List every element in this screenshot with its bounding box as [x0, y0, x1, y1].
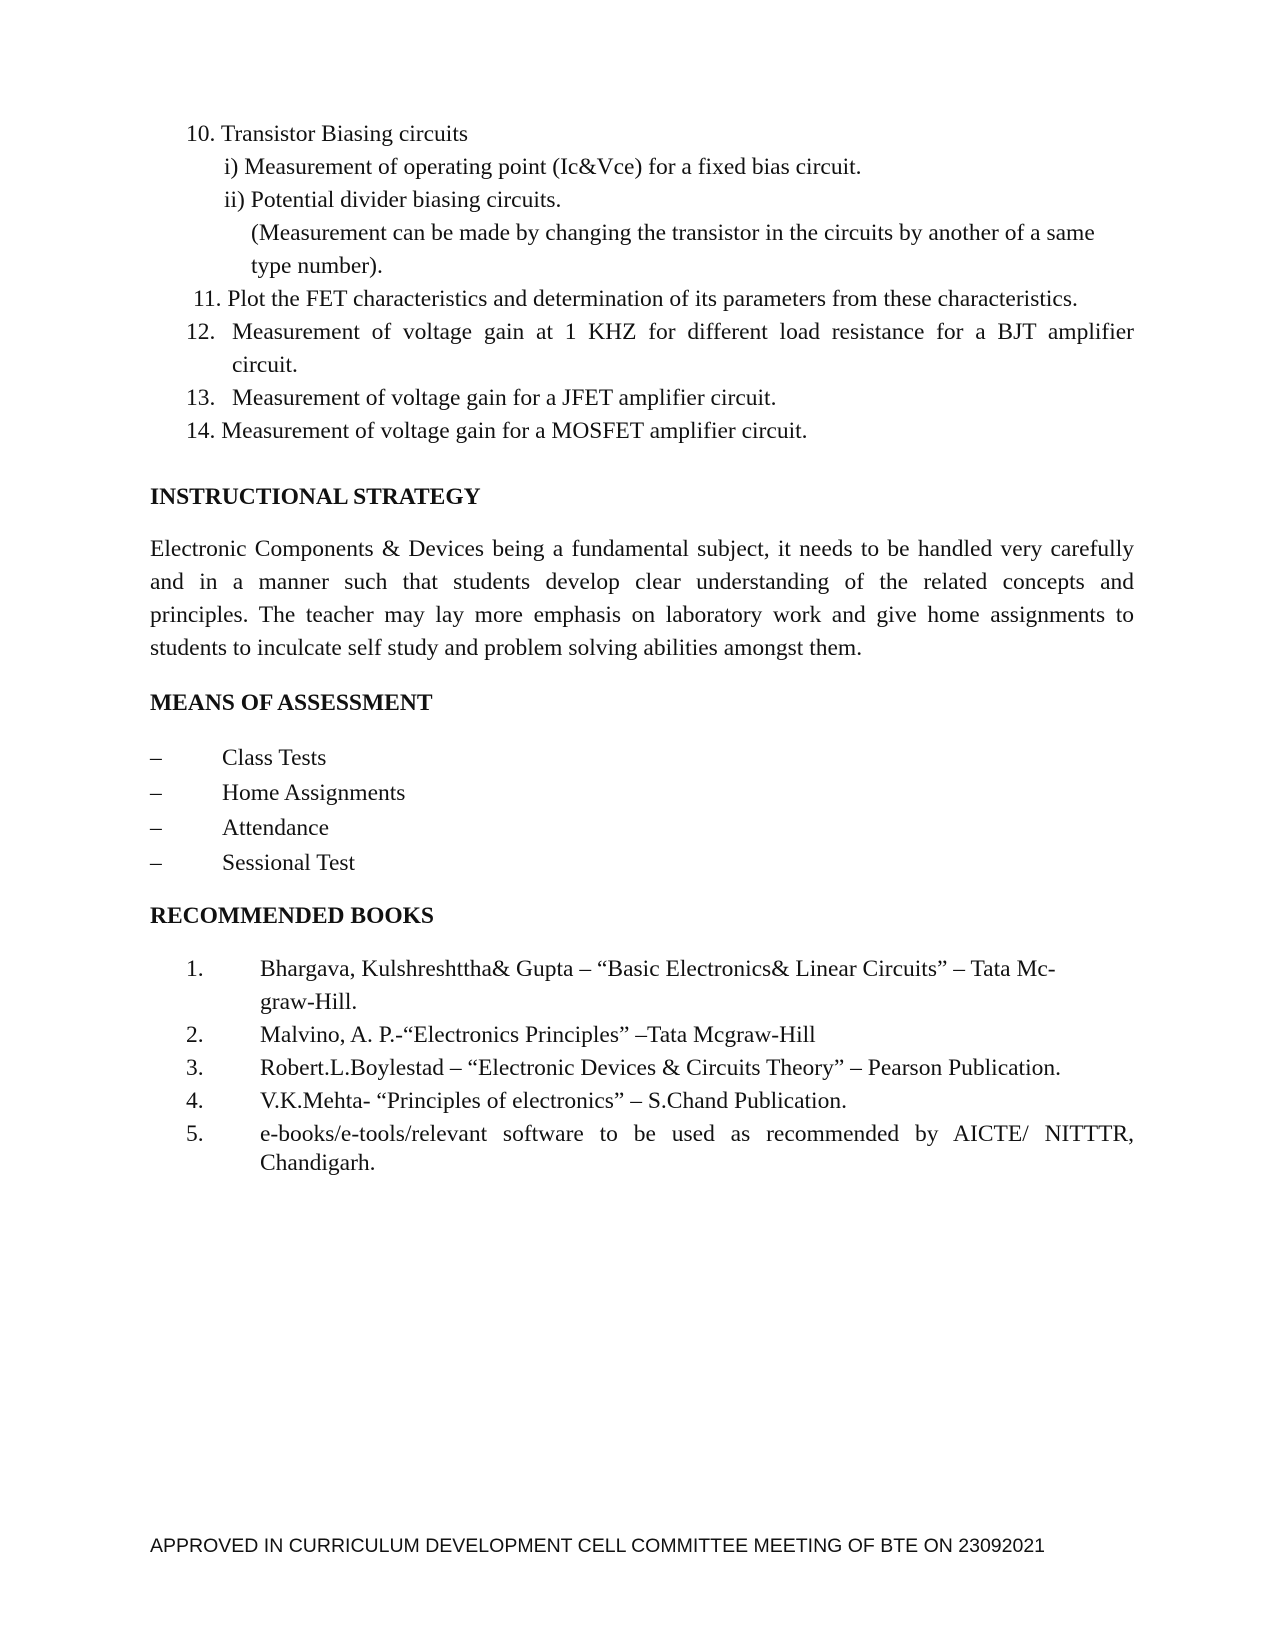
book-entry-line1: e-books/e-tools/relevant software to be used as recommended by AICTE/ NITTTR,	[260, 1121, 1134, 1147]
practical-12-number: 12.	[186, 319, 216, 345]
practical-10-note-line1: (Measurement can be made by changing the transistor in the circuits by another of a same	[251, 220, 1095, 246]
book-entry-line1: V.K.Mehta- “Principles of electronics” – S.Chand Publication.	[260, 1088, 847, 1114]
book-entry-line1: Malvino, A. P.-“Electronics Principles” –Tata Mcgraw-Hill	[260, 1022, 816, 1048]
book-number: 1.	[186, 956, 204, 982]
practical-12-line2: circuit.	[232, 352, 298, 378]
strategy-line-1: Electronic Components & Devices being a fundamental subject, it needs to be handled very carefully	[150, 536, 1134, 562]
practical-10-title: 10. Transistor Biasing circuits	[186, 121, 469, 147]
practical-14: 14. Measurement of voltage gain for a MOSFET amplifier circuit.	[186, 418, 808, 444]
practical-12-line1: Measurement of voltage gain at 1 KHZ for different load resistance for a BJT amplifier	[232, 319, 1134, 345]
practical-10-sub-i: i) Measurement of operating point (Ic&Vce) for a fixed bias circuit.	[224, 154, 862, 180]
book-entry-line1: Bhargava, Kulshreshttha& Gupta – “Basic Electronics& Linear Circuits” – Tata Mc-	[260, 956, 1056, 982]
assessment-item: Sessional Test	[222, 850, 356, 876]
practical-11: 11. Plot the FET characteristics and determination of its parameters from these characteristics.	[193, 286, 1078, 312]
strategy-line-2: and in a manner such that students develop clear understanding of the related concepts and	[150, 569, 1134, 595]
approval-footer: APPROVED IN CURRICULUM DEVELOPMENT CELL COMMITTEE MEETING OF BTE ON 23092021	[150, 1535, 1046, 1557]
book-number: 3.	[186, 1055, 204, 1081]
assessment-bullet: –	[150, 745, 162, 771]
assessment-item: Class Tests	[222, 745, 327, 771]
book-entry-line2: Chandigarh.	[260, 1150, 376, 1176]
instructional-strategy-heading: INSTRUCTIONAL STRATEGY	[150, 484, 481, 510]
assessment-item: Attendance	[222, 815, 330, 841]
book-number: 5.	[186, 1121, 204, 1147]
book-entry-line1: Robert.L.Boylestad – “Electronic Devices & Circuits Theory” – Pearson Publication.	[260, 1055, 1061, 1081]
practical-10-sub-ii: ii) Potential divider biasing circuits.	[224, 187, 562, 213]
practical-10-note-line2: type number).	[251, 253, 383, 279]
book-number: 2.	[186, 1022, 204, 1048]
strategy-line-3: principles. The teacher may lay more emphasis on laboratory work and give home assignments to	[150, 602, 1134, 628]
assessment-bullet: –	[150, 850, 162, 876]
practical-13-text: Measurement of voltage gain for a JFET amplifier circuit.	[232, 385, 777, 411]
assessment-bullet: –	[150, 815, 162, 841]
practical-13-number: 13.	[186, 385, 216, 411]
means-of-assessment-heading: MEANS OF ASSESSMENT	[150, 690, 433, 716]
book-number: 4.	[186, 1088, 204, 1114]
assessment-item: Home Assignments	[222, 780, 406, 806]
recommended-books-heading: RECOMMENDED BOOKS	[150, 903, 434, 929]
strategy-line-4: students to inculcate self study and problem solving abilities amongst them.	[150, 635, 863, 661]
book-entry-line2: graw-Hill.	[260, 989, 358, 1015]
assessment-bullet: –	[150, 780, 162, 806]
